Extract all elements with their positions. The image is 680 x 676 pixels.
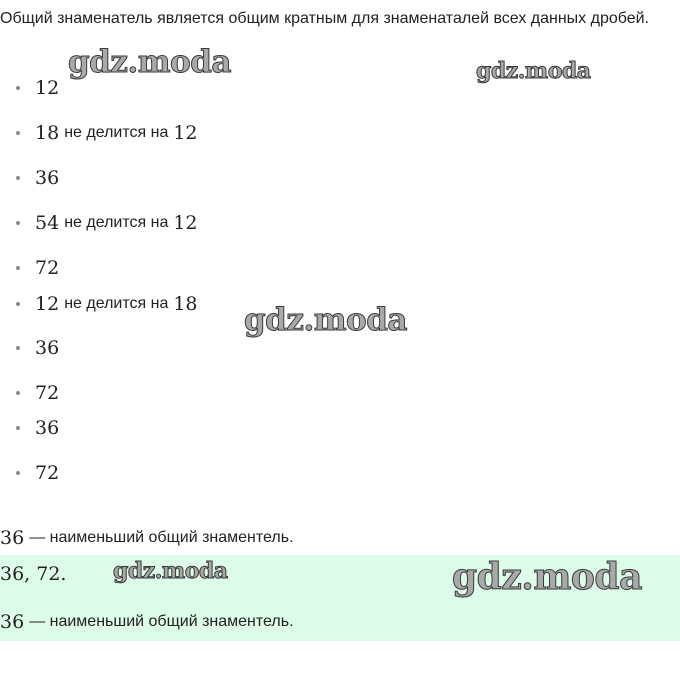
bullet-icon	[16, 176, 20, 180]
watermark: gdz.moda	[244, 302, 407, 338]
list-item	[16, 256, 59, 280]
item-divisor: 12	[173, 212, 198, 234]
list-item	[16, 211, 198, 235]
watermark: gdz.moda	[452, 556, 642, 598]
watermark: gdz.moda	[68, 44, 231, 80]
answer-box	[0, 555, 680, 641]
item-number: 36	[35, 337, 60, 359]
item-number: 72	[35, 257, 60, 279]
item-divisor: 12	[173, 122, 198, 144]
bullet-icon	[16, 302, 20, 306]
list-item	[16, 336, 59, 360]
answer-line-2	[0, 609, 299, 635]
watermark: gdz.moda	[113, 558, 228, 584]
bullet-icon	[16, 391, 20, 395]
bullet-icon	[16, 131, 20, 135]
answer-line-1	[0, 561, 66, 587]
list-item	[16, 292, 198, 316]
bullet-icon	[16, 266, 20, 270]
answer-text: — наименьший общий знаментель.	[29, 613, 294, 630]
item-number: 12	[35, 77, 60, 99]
item-divisor: 18	[173, 293, 198, 315]
item-number: 72	[35, 462, 60, 484]
list-item	[16, 416, 59, 440]
list-item	[16, 121, 198, 145]
conclusion-text: — наименьший общий знаментель.	[29, 529, 294, 546]
list-item	[16, 166, 59, 190]
list-item	[16, 76, 59, 100]
bullet-icon	[16, 471, 20, 475]
item-number: 18	[35, 122, 60, 144]
list-item	[16, 461, 59, 485]
item-number: 54	[35, 212, 60, 234]
bullet-icon	[16, 346, 20, 350]
item-number: 36	[35, 417, 60, 439]
list-item	[16, 381, 59, 405]
answer-number: 36	[0, 611, 25, 633]
item-text: не делится на	[64, 124, 169, 141]
intro-paragraph: Общий знаменатель является общим кратным для знаменаталей всех данных дробей.	[0, 10, 650, 27]
bullet-icon	[16, 86, 20, 90]
bullet-icon	[16, 221, 20, 225]
item-number: 72	[35, 382, 60, 404]
item-number: 12	[35, 293, 60, 315]
bullet-icon	[16, 426, 20, 430]
item-text: не делится на	[64, 214, 169, 231]
conclusion-number: 36	[0, 527, 25, 549]
answer-values: 36, 72.	[0, 563, 67, 585]
item-text: не делится на	[64, 295, 169, 312]
conclusion	[0, 526, 299, 550]
item-number: 36	[35, 167, 60, 189]
watermark: gdz.moda	[476, 58, 591, 84]
